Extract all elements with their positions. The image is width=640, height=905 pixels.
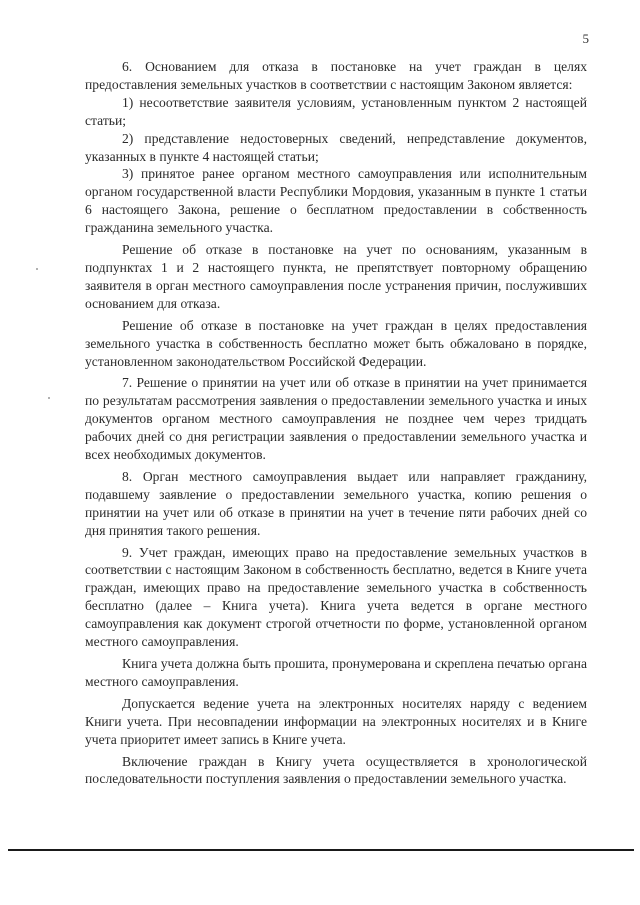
paragraph: 1) несоответствие заявителя условиям, установленным пунктом 2 настоящей статьи; — [85, 94, 587, 128]
paragraph: 3) принятое ранее органом местного самоуправления или исполнительным органом государственной власти Республики Мордовия, указанным в пункте 1 статьи 6 настоящего Закона, решение о бесплатном предоставлении в собственность гражданина земельного участка. — [85, 166, 587, 236]
page-number: 5 — [582, 31, 589, 46]
paragraph: 9. Учет граждан, имеющих право на предоставление земельных участков в соответствии с настоящим Законом в собственность бесплатно, ведется в Книге учета граждан, имеющих право на предоставление земельного участка в собственность бесплатно (далее – Книга учета). Книга учета ведется в органе местного самоуправления как документ строгой отчетности по форме, установленной органом местного самоуправления. — [85, 544, 587, 650]
scan-speck — [48, 397, 50, 399]
paragraph: 7. Решение о принятии на учет или об отказе в принятии на учет принимается по результатам рассмотрения заявления о предоставлении земельного участка и иных документов органом местного самоуправления не позднее чем через тридцать рабочих дней со дня регистрации заявления о предоставлении земельного участка и всех необходимых документов. — [85, 375, 587, 463]
paragraph: 2) представление недостоверных сведений, непредставление документов, указанных в пункте 4 настоящей статьи; — [85, 130, 587, 164]
document-body — [85, 58, 587, 788]
paragraph: Решение об отказе в постановке на учет по основаниям, указанным в подпунктах 1 и 2 настоящего пункта, не препятствует повторному обращению заявителя в орган местного самоуправления после устранения причин, послуживших основанием для отказа. — [85, 242, 587, 311]
paragraph: 6. Основанием для отказа в постановке на учет граждан в целях предоставления земельных участков в соответствии с настоящим Законом является: — [85, 59, 587, 92]
scan-speck — [36, 268, 38, 270]
bottom-rule — [8, 849, 634, 851]
paragraph: Допускается ведение учета на электронных носителях наряду с ведением Книги учета. При несовпадении информации на электронных носителях и в Книге учета приоритет имеет запись в Книге учета. — [85, 695, 587, 747]
paragraph: Включение граждан в Книгу учета осуществляется в хронологической последовательности поступления заявления о предоставлении земельного участка. — [85, 753, 587, 787]
paragraph: 8. Орган местного самоуправления выдает или направляет гражданину, подавшему заявление о предоставлении земельного участка, копию решения о принятии на учет или об отказе в принятии на учет в течение пяти рабочих дней со дня принятия такого решения. — [85, 468, 587, 538]
paragraph: Решение об отказе в постановке на учет граждан в целях предоставления земельного участка в собственность бесплатно может быть обжаловано в порядке, установленном законодательством Российской Федерации. — [85, 317, 587, 369]
paragraph: Книга учета должна быть прошита, пронумерована и скреплена печатью органа местного самоуправления. — [85, 656, 587, 689]
